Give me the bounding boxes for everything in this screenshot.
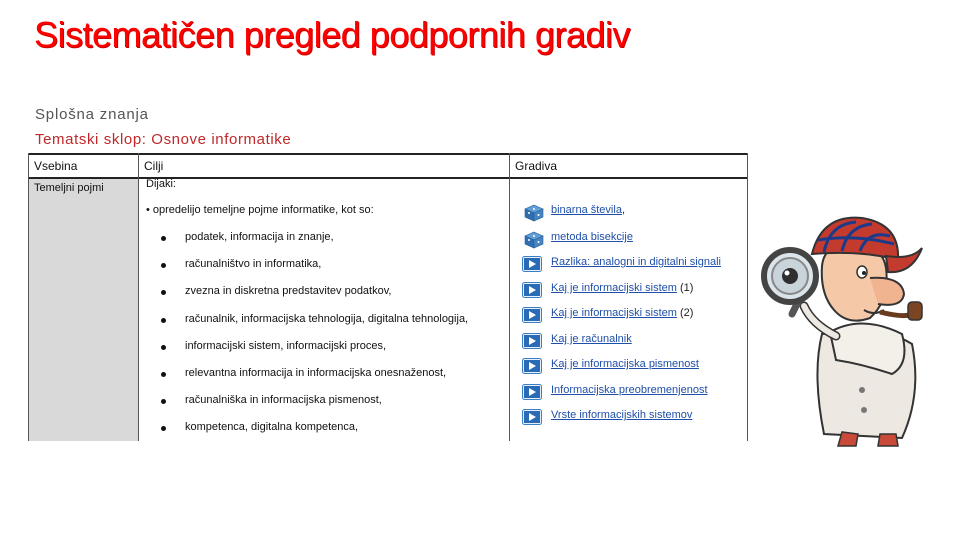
content-column-shade [28,179,138,441]
bullet-icon [161,290,166,295]
cube-icon [524,204,544,222]
material-link-info-overload[interactable] [551,384,708,396]
material-link-label[interactable]: Kaj je računalnik [551,333,632,345]
bullet-icon [161,263,166,268]
video-play-icon [522,384,542,400]
material-link-system-types[interactable] [551,409,692,421]
header-goals: Cilji [144,159,164,173]
column-divider-2 [509,153,510,441]
video-play-icon [522,409,542,425]
goal-item: kompetenca, digitalna kompetenca, [185,421,359,433]
slide-title: Sistematičen pregled podpornih gradiv [34,14,630,55]
material-link-info-system-2[interactable] [551,307,693,319]
goal-item: zvezna in diskretna predstavitev podatkov, [185,285,392,297]
material-link-label[interactable]: Kaj je informacijska pismenost [551,358,699,370]
material-link-info-literacy[interactable] [551,358,699,370]
bullet-icon [161,426,166,431]
material-link-label[interactable]: Informacijska preobremenjenost [551,384,708,396]
table-grid [28,153,748,441]
header-materials: Gradiva [515,159,558,173]
detective-illustration [752,214,942,448]
subject-heading: Splošna znanja [35,106,149,123]
material-link-signals[interactable] [551,256,721,268]
bullet-icon [161,345,166,350]
material-link-label[interactable]: Razlika: analogni in digitalni signali [551,256,721,268]
table-right-border [747,153,748,441]
video-play-icon [522,333,542,349]
bullet-icon [161,318,166,323]
material-link-label[interactable]: Kaj je informacijski sistem [551,282,677,294]
students-label: Dijaki: [146,178,176,190]
material-link-info-system-1[interactable] [551,282,693,294]
bullet-icon [161,372,166,377]
bullet-icon [161,399,166,404]
goal-item: informacijski sistem, informacijski proces, [185,340,387,352]
column-divider-1 [138,153,139,441]
goal-item: računalniška in informacijska pismenost, [185,394,382,406]
material-suffix: , [621,204,625,216]
goal-item: relevantna informacija in informacijska onesnaženost, [185,367,447,379]
material-link-computer[interactable] [551,333,632,345]
material-link-label[interactable]: Vrste informacijskih sistemov [551,409,693,421]
header-border [28,177,748,179]
header-content: Vsebina [34,159,78,173]
material-link-label[interactable]: metoda bisekcije [551,231,633,243]
video-play-icon [522,358,542,374]
video-play-icon [522,307,542,323]
topic-heading: Tematski sklop: Osnove informatike [35,131,292,148]
curriculum-table [28,153,748,441]
bullet-icon [161,236,166,241]
goal-item: računalnik, informacijska tehnologija, digitalna tehnologija, [185,313,469,325]
video-play-icon [522,256,542,272]
material-link-binary-numbers[interactable] [551,204,625,216]
content-cell: Temeljni pojmi [34,182,104,194]
goal-item: podatek, informacija in znanje, [185,231,334,243]
table-left-border [28,153,29,441]
video-play-icon [522,282,542,298]
material-suffix: (2) [676,307,694,319]
cube-icon [524,231,544,249]
material-link-label[interactable]: Kaj je informacijski sistem [551,307,677,319]
material-link-label[interactable]: binarna števila [551,204,622,216]
table-top-border [28,153,748,155]
material-link-bisection[interactable] [551,231,633,243]
main-goal: • opredelijo temeljne pojme informatike, kot so: [146,204,374,216]
goal-item: računalništvo in informatika, [185,258,322,270]
material-suffix: (1) [676,282,694,294]
